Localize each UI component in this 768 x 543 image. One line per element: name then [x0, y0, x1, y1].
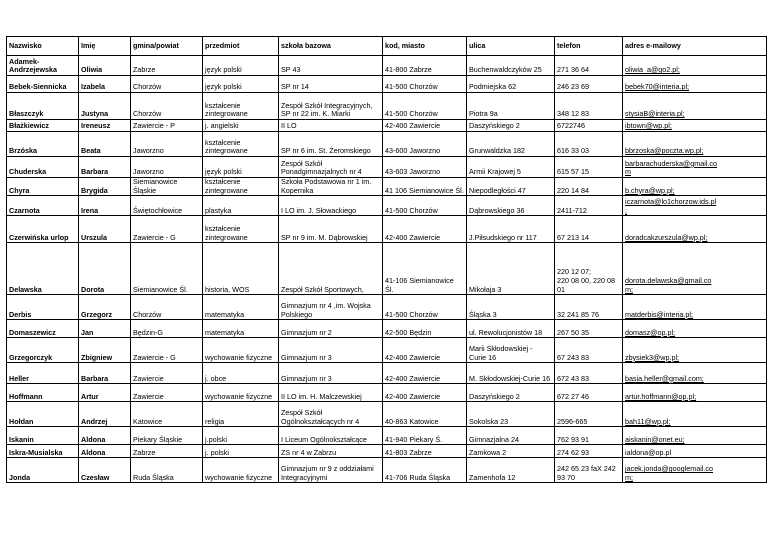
cell-municipality: Zawiercie - G: [131, 338, 203, 363]
cell-municipality: Będzin-G: [131, 320, 203, 338]
cell-postal-city: 41-803 Zabrze: [383, 445, 467, 458]
cell-surname: Iskanin: [7, 427, 79, 445]
cell-base-school: Gimnazjum nr 4 ,im. Wojska Polskiego: [279, 295, 383, 320]
cell-street: Piotra 9a: [467, 93, 555, 120]
cell-street: Buchenwaldczyków 25: [467, 56, 555, 76]
cell-base-school: I LO im. J. Słowackiego: [279, 196, 383, 216]
cell-municipality: Siemianowice Śląskie: [131, 178, 203, 196]
cell-email[interactable]: ibtown@wp.pl;: [623, 120, 767, 132]
cell-municipality: Jaworzno: [131, 157, 203, 178]
cell-base-school: I Liceum Ogólnokształcące: [279, 427, 383, 445]
cell-subject: kształcenie zintegrowane: [203, 216, 279, 243]
table-row: [7, 120, 767, 132]
cell-subject: wychowanie fizyczne: [203, 458, 279, 483]
table-row: [7, 427, 767, 445]
table-row: [7, 295, 767, 320]
cell-first-name: Czesław: [79, 458, 131, 483]
cell-email[interactable]: basia.heller@gmail.com;: [623, 363, 767, 384]
cell-first-name: Dorota: [79, 243, 131, 295]
header-postal-city: kod, miasto: [383, 37, 467, 56]
contacts-table: [6, 36, 767, 483]
cell-phone: 271 36 64: [555, 56, 623, 76]
cell-base-school: Zespół Szkół Ponadgimnazjalnych nr 4: [279, 157, 383, 178]
cell-surname: Chuderska: [7, 157, 79, 178]
cell-phone: 762 93 91: [555, 427, 623, 445]
table-row: [7, 93, 767, 120]
cell-phone: 67 213 14: [555, 216, 623, 243]
cell-phone: 242 65 23 faX 242 93 70: [555, 458, 623, 483]
cell-surname: Błażkiewicz: [7, 120, 79, 132]
cell-municipality: Zabrze: [131, 56, 203, 76]
cell-first-name: Ireneusz: [79, 120, 131, 132]
cell-first-name: Izabela: [79, 76, 131, 93]
cell-postal-city: 43-600 Jaworzno: [383, 132, 467, 157]
cell-municipality: Ruda Śląska: [131, 458, 203, 483]
cell-first-name: Andrzej: [79, 402, 131, 427]
cell-postal-city: 42-400 Zawiercie: [383, 120, 467, 132]
cell-subject: plastyka: [203, 196, 279, 216]
cell-email[interactable]: stysiaB@interia.pl;: [623, 93, 767, 120]
table-row: [7, 445, 767, 458]
cell-phone: 220 12 07; 220 08 00, 220 08 01: [555, 243, 623, 295]
cell-municipality: Zawiercie - G: [131, 216, 203, 243]
header-municipality: gmina/powiat: [131, 37, 203, 56]
cell-surname: Derbis: [7, 295, 79, 320]
cell-postal-city: 43-603 Jaworzno: [383, 157, 467, 178]
cell-base-school: Zespół Szkół Ogólnokształcących nr 4: [279, 402, 383, 427]
cell-municipality: Zawiercie: [131, 384, 203, 402]
cell-base-school: Zespół Szkół Sportowych,: [279, 243, 383, 295]
cell-municipality: Chorzów: [131, 295, 203, 320]
table-row: [7, 56, 767, 76]
table-row: [7, 320, 767, 338]
cell-first-name: Oliwia: [79, 56, 131, 76]
cell-first-name: Irena: [79, 196, 131, 216]
cell-postal-city: 42-400 Zawiercie: [383, 216, 467, 243]
header-street: ulica: [467, 37, 555, 56]
cell-phone: 267 50 35: [555, 320, 623, 338]
cell-first-name: Barbara: [79, 157, 131, 178]
cell-street: Niepodległości 47: [467, 178, 555, 196]
cell-postal-city: 41 106 Siemianowice Śl.: [383, 178, 467, 196]
table-row: [7, 363, 767, 384]
cell-postal-city: 40-863 Katowice: [383, 402, 467, 427]
cell-subject: język polski: [203, 56, 279, 76]
cell-email[interactable]: dorota.delawska@gmail.co m;: [623, 243, 767, 295]
cell-street: Podmiejska 62: [467, 76, 555, 93]
cell-street: Armii Krajowej 5: [467, 157, 555, 178]
spreadsheet: [0, 36, 768, 483]
cell-email[interactable]: aiskanin@onet.eu;: [623, 427, 767, 445]
table-row: [7, 76, 767, 93]
cell-base-school: SP nr 14: [279, 76, 383, 93]
cell-street: ul. Rewolucjonistów 18: [467, 320, 555, 338]
cell-municipality: Chorzów: [131, 76, 203, 93]
cell-phone: 67 243 83: [555, 338, 623, 363]
cell-postal-city: 41-500 Chorzów: [383, 76, 467, 93]
table-row: [7, 243, 767, 295]
cell-subject: j. angielski: [203, 120, 279, 132]
cell-street: Dąbrowskiego 36: [467, 196, 555, 216]
cell-surname: Iskra-Musialska: [7, 445, 79, 458]
cell-postal-city: 41-706 Ruda Śląska: [383, 458, 467, 483]
table-row: [7, 338, 767, 363]
cell-subject: wychowanie fizyczne: [203, 384, 279, 402]
cell-subject: język polski: [203, 76, 279, 93]
cell-subject: j.polski: [203, 427, 279, 445]
cell-phone: 348 12 83: [555, 93, 623, 120]
cell-base-school: ZS nr 4 w Zabrzu: [279, 445, 383, 458]
cell-email[interactable]: zbysiek3@wp.pl;: [623, 338, 767, 363]
cell-postal-city: 42-400 Zawiercie: [383, 384, 467, 402]
cell-base-school: SP nr 9 im. M. Dąbrowskiej: [279, 216, 383, 243]
cell-base-school: Gimnazjum nr 2: [279, 320, 383, 338]
cell-street: Marii Skłodowskiej - Curie 16: [467, 338, 555, 363]
cell-surname: Błaszczyk: [7, 93, 79, 120]
cell-phone: 616 33 03: [555, 132, 623, 157]
cell-surname: Czarnota: [7, 196, 79, 216]
cell-municipality: Zawiercie - P: [131, 120, 203, 132]
cell-base-school: Gimnazjum nr 3: [279, 363, 383, 384]
cell-street: M. Skłodowskiej-Curie 16: [467, 363, 555, 384]
cell-surname: Hołdan: [7, 402, 79, 427]
cell-phone: 615 57 15: [555, 157, 623, 178]
cell-subject: język polski: [203, 157, 279, 178]
cell-phone: 220 14 84: [555, 178, 623, 196]
cell-first-name: Grzegorz: [79, 295, 131, 320]
cell-email[interactable]: artur.hoffmann@op.pl;: [623, 384, 767, 402]
cell-first-name: Brygida: [79, 178, 131, 196]
table-row: [7, 216, 767, 243]
cell-postal-city: 42-500 Będzin: [383, 320, 467, 338]
cell-email[interactable]: bebek70@interia.pl;: [623, 76, 767, 93]
cell-subject: kształcenie zintegrowane: [203, 178, 279, 196]
table-row: [7, 132, 767, 157]
cell-phone: 6722746: [555, 120, 623, 132]
cell-street: Mikołaja 3: [467, 243, 555, 295]
cell-first-name: Aldona: [79, 427, 131, 445]
cell-first-name: Beata: [79, 132, 131, 157]
cell-base-school: Gimnazjum nr 9 z oddziałami Integracyjnymi: [279, 458, 383, 483]
cell-surname: Heller: [7, 363, 79, 384]
cell-surname: Czerwińska urlop: [7, 216, 79, 243]
cell-street: Daszyńskiego 2: [467, 120, 555, 132]
cell-phone: 246 23 69: [555, 76, 623, 93]
cell-base-school: SP 43: [279, 56, 383, 76]
cell-subject: j. polski: [203, 445, 279, 458]
cell-email[interactable]: barbarachuderska@gmail.co m: [623, 157, 767, 178]
cell-subject: kształcenie zintegrowane: [203, 132, 279, 157]
header-surname: Nazwisko: [7, 37, 79, 56]
header-row: [7, 37, 767, 56]
cell-municipality: Jaworzno: [131, 132, 203, 157]
cell-surname: Brzóska: [7, 132, 79, 157]
cell-email[interactable]: matderbis@interia.pl;: [623, 295, 767, 320]
cell-municipality: Chorzów: [131, 93, 203, 120]
cell-subject: religia: [203, 402, 279, 427]
cell-email[interactable]: domasz@op.pl;: [623, 320, 767, 338]
cell-street: Grunwaldzka 182: [467, 132, 555, 157]
cell-municipality: Zawiercie: [131, 363, 203, 384]
cell-municipality: Siemianowice Śl.: [131, 243, 203, 295]
cell-subject: kształcenie zintegrowane: [203, 93, 279, 120]
cell-postal-city: 41-940 Piekary Ś.: [383, 427, 467, 445]
table-row: [7, 178, 767, 196]
header-first-name: Imię: [79, 37, 131, 56]
cell-phone: 32 241 85 76: [555, 295, 623, 320]
cell-street: Gimnazjalna 24: [467, 427, 555, 445]
cell-postal-city: 41-106 Siemianowice Śl.: [383, 243, 467, 295]
cell-base-school: Zespół Szkół Integracyjnych, SP nr 22 im. K. Miarki: [279, 93, 383, 120]
cell-surname: Chyra: [7, 178, 79, 196]
cell-phone: 672 43 83: [555, 363, 623, 384]
cell-street: Sokolska 23: [467, 402, 555, 427]
cell-email[interactable]: bah11@wp.pl;: [623, 402, 767, 427]
header-base-school: szkoła bazowa: [279, 37, 383, 56]
cell-first-name: Aldona: [79, 445, 131, 458]
cell-street: Daszyńskiego 2: [467, 384, 555, 402]
cell-phone: 274 62 93: [555, 445, 623, 458]
header-email: adres e-mailowy: [623, 37, 767, 56]
table-row: [7, 157, 767, 178]
header-phone: telefon: [555, 37, 623, 56]
cell-postal-city: 41-500 Chorzów: [383, 196, 467, 216]
cell-phone: 2411-712: [555, 196, 623, 216]
cell-street: J.Piłsudskiego nr 117: [467, 216, 555, 243]
cell-base-school: II LO im. H. Malczewskiej: [279, 384, 383, 402]
cell-street: Zamkowa 2: [467, 445, 555, 458]
cell-surname: Delawska: [7, 243, 79, 295]
cell-postal-city: 41-800 Zabrze: [383, 56, 467, 76]
cell-postal-city: 41-500 Chorzów: [383, 93, 467, 120]
cell-street: Zamenhofa 12: [467, 458, 555, 483]
cell-first-name: Urszula: [79, 216, 131, 243]
cell-surname: Domaszewicz: [7, 320, 79, 338]
cell-first-name: Artur: [79, 384, 131, 402]
cell-email[interactable]: b.chyra@wp.pl;: [623, 178, 767, 196]
cell-base-school: Szkoła Podstawowa nr 1 im. Kopernika: [279, 178, 383, 196]
cell-subject: matematyka: [203, 320, 279, 338]
cell-first-name: Jan: [79, 320, 131, 338]
table-row: [7, 196, 767, 216]
cell-email[interactable]: oliwia_a@go2.pl;: [623, 56, 767, 76]
cell-municipality: Katowice: [131, 402, 203, 427]
cell-street: Śląska 3: [467, 295, 555, 320]
cell-surname: Hoffmann: [7, 384, 79, 402]
cell-base-school: Gimnazjum nr 3: [279, 338, 383, 363]
cell-surname: Jonda: [7, 458, 79, 483]
cell-subject: wychowanie fizyczne: [203, 338, 279, 363]
cell-email[interactable]: bbrzoska@poczta.wp.pl;: [623, 132, 767, 157]
cell-postal-city: 42-400 Zawiercie: [383, 338, 467, 363]
cell-surname: Bebek-Siennicka: [7, 76, 79, 93]
table-row: [7, 458, 767, 483]
cell-phone: 2596-665: [555, 402, 623, 427]
cell-email[interactable]: iczarnota@lo1chorzow.ids.pl ;: [623, 196, 767, 216]
cell-municipality: Piekary Śląskie: [131, 427, 203, 445]
cell-surname: Grzegorczyk: [7, 338, 79, 363]
cell-base-school: II LO: [279, 120, 383, 132]
cell-postal-city: 41-500 Chorzów: [383, 295, 467, 320]
cell-email[interactable]: ialdona@op.pl: [623, 445, 767, 458]
table-row: [7, 384, 767, 402]
header-subject: przedmiot: [203, 37, 279, 56]
cell-municipality: Zabrze: [131, 445, 203, 458]
cell-first-name: Zbigniew: [79, 338, 131, 363]
cell-phone: 672 27 46: [555, 384, 623, 402]
cell-subject: historia, WOS: [203, 243, 279, 295]
cell-surname: Adamek- Andrzejewska: [7, 56, 79, 76]
table-row: [7, 402, 767, 427]
cell-first-name: Justyna: [79, 93, 131, 120]
cell-email[interactable]: jacek.jonda@googlemail.co m;: [623, 458, 767, 483]
cell-postal-city: 42-400 Zawiercie: [383, 363, 467, 384]
cell-subject: matematyka: [203, 295, 279, 320]
cell-subject: j. obce: [203, 363, 279, 384]
cell-first-name: Barbara: [79, 363, 131, 384]
cell-email[interactable]: doradcakzurszula@wp.pl;: [623, 216, 767, 243]
cell-municipality: Świętochłowice: [131, 196, 203, 216]
cell-base-school: SP nr 6 im. St. Żeromskiego: [279, 132, 383, 157]
